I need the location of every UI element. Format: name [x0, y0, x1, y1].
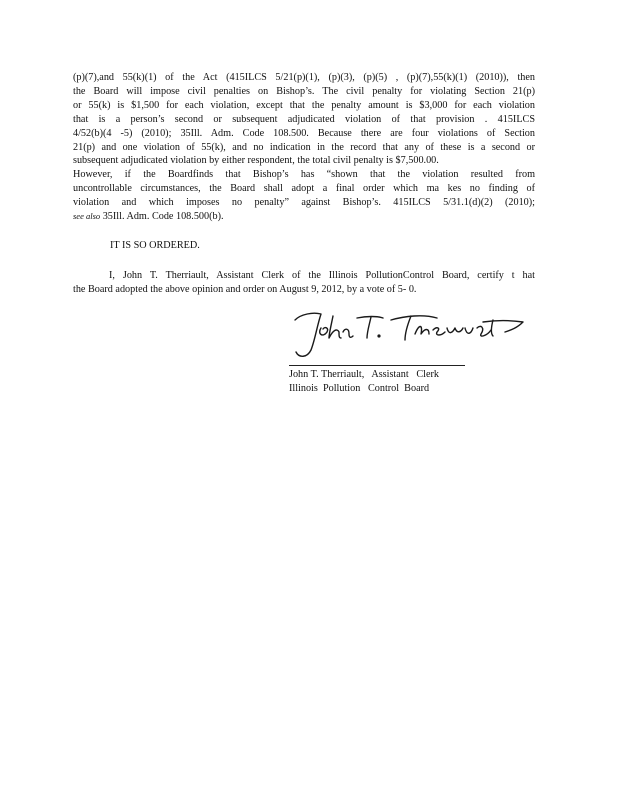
- text-line: the Board adopted the above opinion and order on August 9, 2012, by a vote of 5- 0.: [73, 283, 417, 295]
- text-line: (p)(7),and 55(k)(1) of the Act (415ILCS 5/21(p)(1), (p)(3), (p)(5) , (p)(7),55(k)(1) (2010)), then: [73, 72, 535, 83]
- text-line: However, if the Boardfinds that Bishop’s has “shown that the violation resulted from: [73, 169, 535, 181]
- text-line: that is a person’s second or subsequent adjudicated violation of that provision . 415ILCS: [73, 113, 535, 125]
- penalty-paragraph: [73, 71, 535, 224]
- handwritten-signature: [287, 298, 537, 362]
- text-line: subsequent adjudicated violation by either respondent, the total civil penalty is $7,500.00.: [73, 155, 439, 167]
- text-line: 4/52(b)(4 -5) (2010); 35Ill. Adm. Code 108.500. Because there are four violations of Section: [73, 127, 535, 139]
- text-line: violation and which imposes no penalty” against Bishop’s. 415ILCS 5/31.1(d)(2) (2010);: [73, 197, 535, 209]
- text-line: [73, 210, 535, 224]
- text-line: I, John T. Therriault, Assistant Clerk of the Illinois PollutionControl Board, certify t hat: [109, 270, 535, 281]
- citation-text: 35Ill. Adm. Code 108.500(b).: [100, 211, 224, 223]
- text-line: 21(p) and one violation of 55(k), and no indication in the record that any of these is a second or: [73, 141, 535, 153]
- text-line: the Board will impose civil penalties on Bishop’s. The civil penalty for violating Section 21(p): [73, 85, 535, 97]
- order-statement: IT IS SO ORDERED.: [110, 240, 200, 251]
- text-line: uncontrollable circumstances, the Board shall adopt a final order which ma kes no finding of: [73, 183, 535, 195]
- text-line: or 55(k) is $1,500 for each violation, except that the penalty amount is $3,000 for each violation: [73, 99, 535, 111]
- signature-line: [289, 365, 465, 366]
- signature-block: [289, 368, 439, 396]
- signer-name-title: John T. Therriault, Assistant Clerk: [289, 369, 439, 380]
- signer-organization: Illinois Pollution Control Board: [289, 382, 430, 394]
- certification-paragraph: [73, 269, 535, 297]
- see-also-citation-signal: see also: [73, 211, 101, 222]
